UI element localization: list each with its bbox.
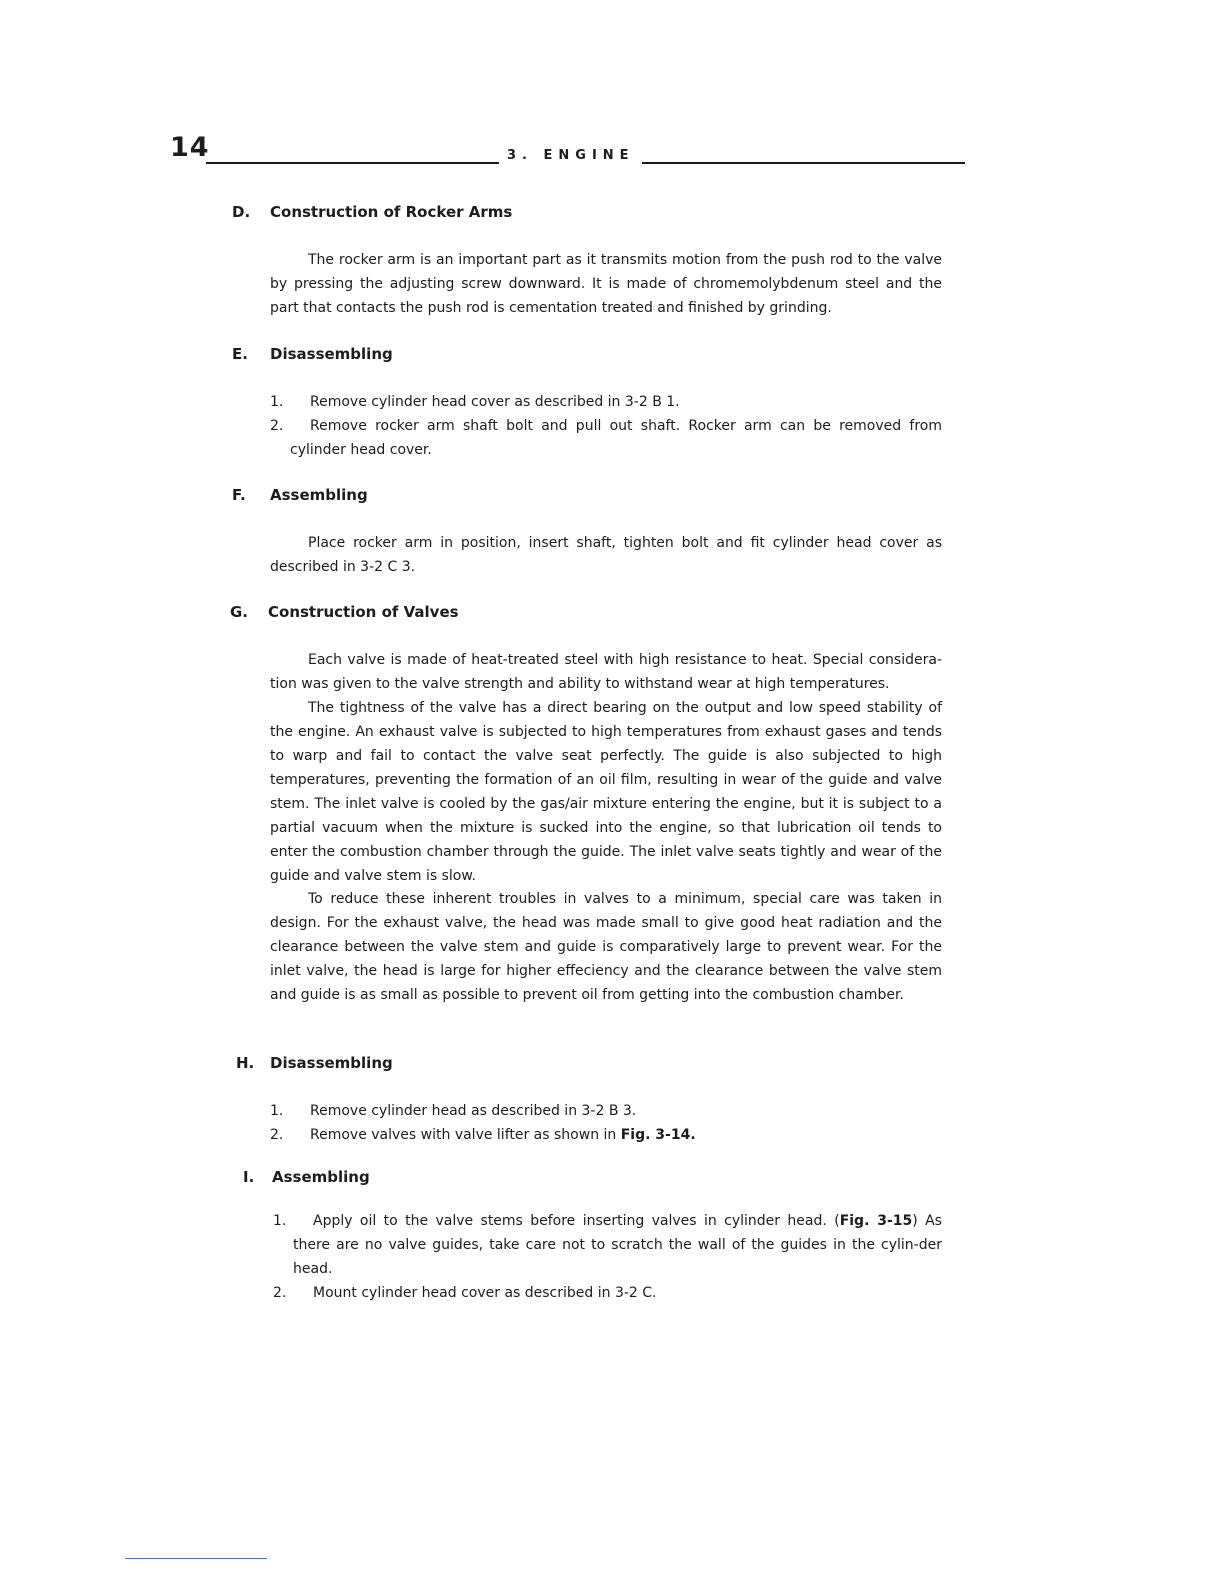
page-header <box>170 132 965 168</box>
list-item: 2. Remove valves with valve lifter as shown in Fig. 3-14. <box>270 1127 696 1143</box>
section-heading-i <box>243 1168 370 1186</box>
section-title: Disassembling <box>270 345 393 363</box>
figure-reference: Fig. 3-14. <box>620 1127 696 1143</box>
section-letter: F. <box>232 486 246 504</box>
list-item: 1. Apply oil to the valve stems before inserting valves in cylinder head. (Fig. 3-15) As there are no valve guides, take care not to scratch the wall of the guides in the cylin-der head. <box>273 1213 942 1277</box>
list-item: 1. Remove cylinder head as described in 3-2 B 3. <box>270 1103 637 1119</box>
valve-construction-paragraph-1: Each valve is made of heat-treated steel with high resistance to heat. Special considera-tion was given to the valve strength and ability to withstand wear at high temperatures. <box>270 652 942 692</box>
header-rule-left <box>206 162 499 164</box>
section-title: Disassembling <box>270 1054 393 1072</box>
section-heading-h <box>236 1054 393 1072</box>
section-title: Construction of Valves <box>268 603 459 621</box>
list-item: 2. Remove rocker arm shaft bolt and pull out shaft. Rocker arm can be removed from cylinder head cover. <box>270 418 942 458</box>
page-number: 14 <box>170 132 210 163</box>
chapter-title: 3. ENGINE <box>507 148 635 163</box>
section-heading-g <box>230 603 459 621</box>
rocker-assembly-text: Place rocker arm in position, insert shaft, tighten bolt and fit cylinder head cover as described in 3-2 C 3. <box>270 535 942 575</box>
section-letter: I. <box>243 1168 255 1186</box>
figure-reference: Fig. 3-15 <box>839 1213 913 1229</box>
list-item: 1. Remove cylinder head cover as described in 3-2 B 1. <box>270 394 680 410</box>
rocker-disassembly-steps <box>270 390 942 462</box>
section-title: Assembling <box>270 486 368 504</box>
valve-construction-paragraph-2: The tightness of the valve has a direct bearing on the output and low speed stability of the engine. An exhaust valve is subjected to high temperatures from exhaust gases and tends to warp and fail to contact the valve seat perfectly. The guide is also subjected to high temperatures, preventing the formation of an oil film, resulting in wear of the guide and valve stem. The inlet valve is cooled by the gas/air mixture entering the engine, but it is subject to a partial vacuum when the mixture is sucked into the engine, so that lubrication oil tends to enter the combustion chamber through the guide. The inlet valve seats tightly and wear of the guide and valve stem is slow. <box>270 700 942 884</box>
valve-assembly-steps <box>273 1209 942 1305</box>
section-letter: H. <box>236 1054 255 1072</box>
valve-construction-paragraph-3: To reduce these inherent troubles in valves to a minimum, special care was taken in design. For the exhaust valve, the head was made small to give good heat radiation and the clearance between the valve stem and guide is comparatively large to prevent wear. For the inlet valve, the head is large for higher effeciency and the clearance between the valve stem and guide is as small as possible to prevent oil from getting into the combustion chamber. <box>270 891 942 1003</box>
section-letter: E. <box>232 345 248 363</box>
section-heading-f <box>232 486 368 504</box>
valve-disassembly-steps <box>270 1099 942 1147</box>
footer-rule <box>125 1558 267 1559</box>
section-title: Construction of Rocker Arms <box>270 203 513 221</box>
section-letter: G. <box>230 603 249 621</box>
header-rule-right <box>642 162 965 164</box>
section-heading-e <box>232 345 393 363</box>
section-heading-d <box>232 203 512 221</box>
list-item: 2. Mount cylinder head cover as described in 3-2 C. <box>273 1285 657 1301</box>
section-letter: D. <box>232 203 251 221</box>
section-title: Assembling <box>272 1168 370 1186</box>
rocker-arm-construction-text: The rocker arm is an important part as it transmits motion from the push rod to the valve by pressing the adjusting screw downward. It is made of chromemolybdenum steel and the part that contacts the push rod is cementation treated and finished by grinding. <box>270 252 942 316</box>
